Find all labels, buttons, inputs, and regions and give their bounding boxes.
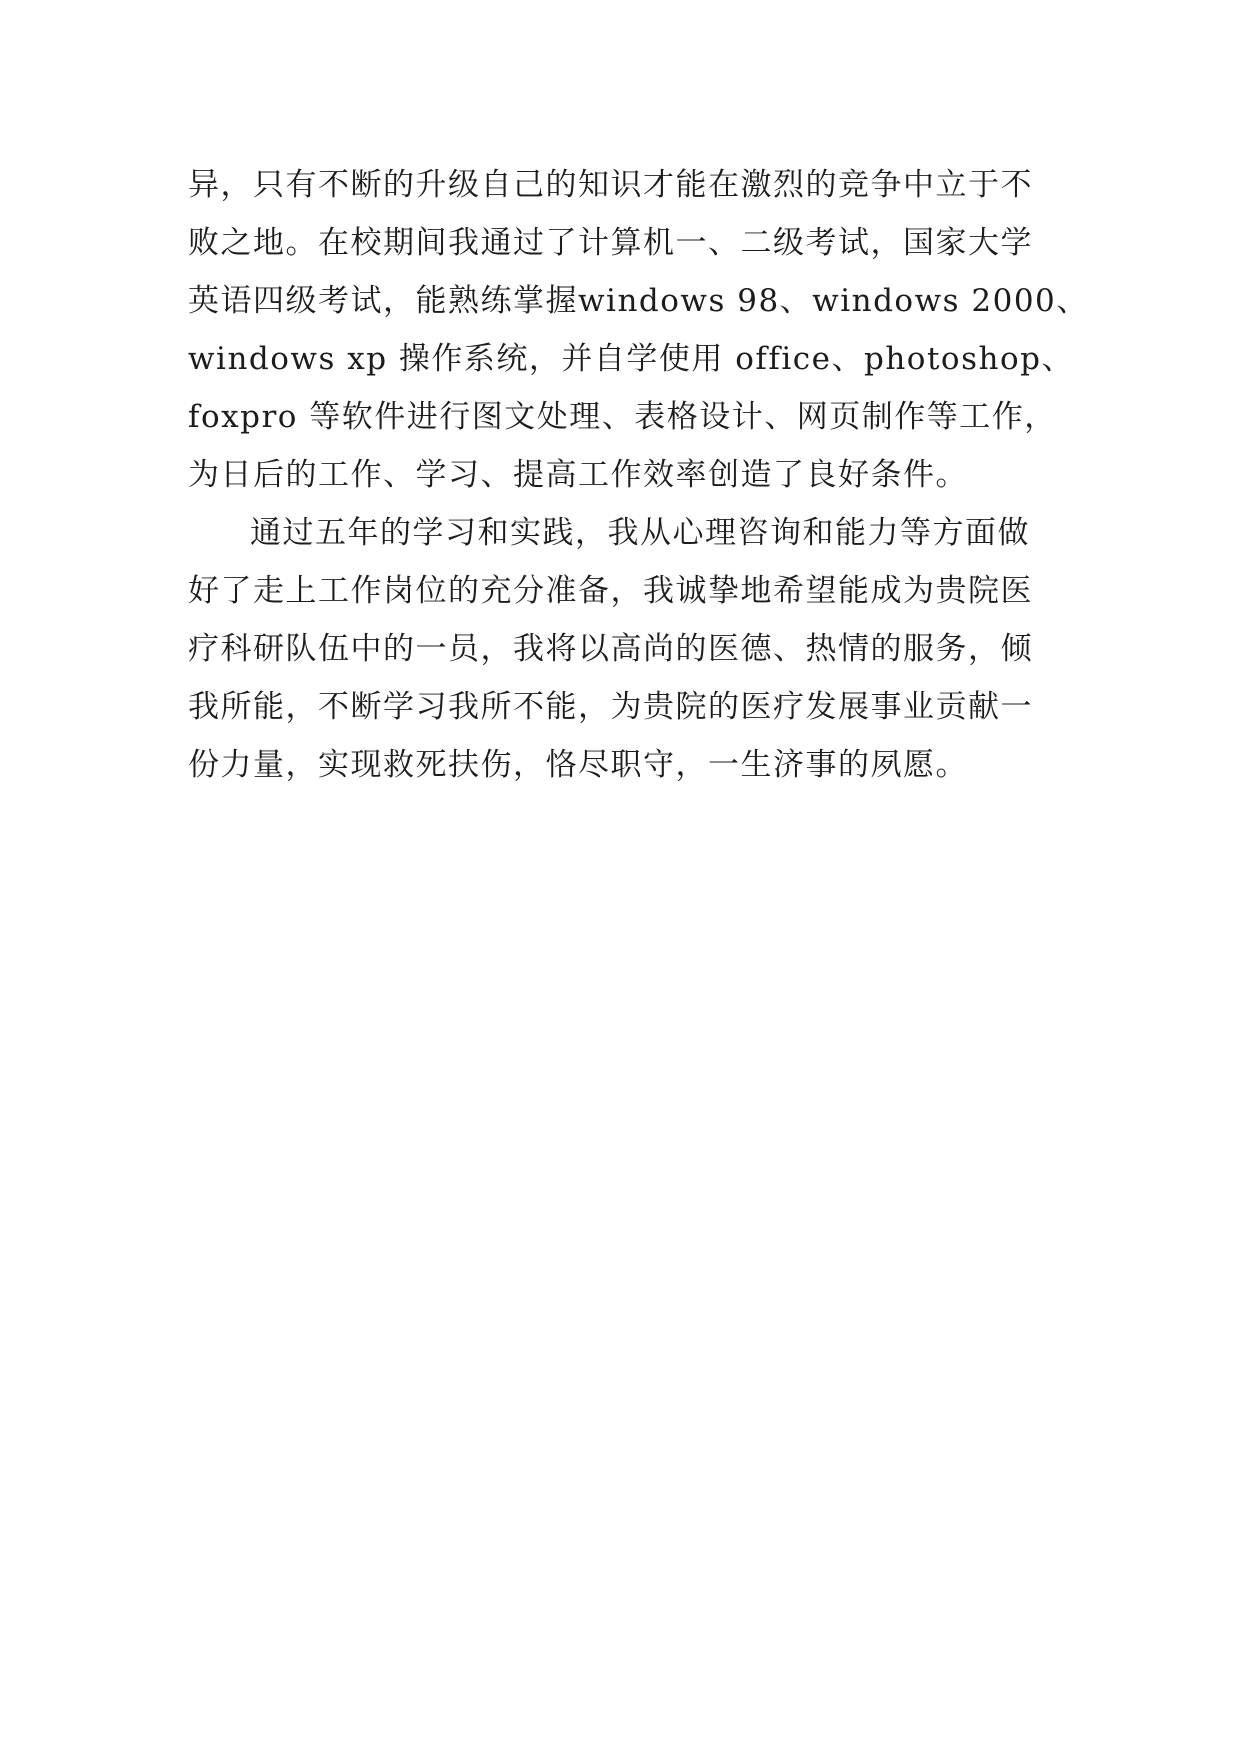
text-line: 为日后的工作、学习、提高工作效率创造了良好条件。 — [188, 457, 968, 493]
document-body — [188, 156, 1089, 794]
paragraph-2 — [188, 504, 1068, 794]
text-line: foxpro 等软件进行图文处理、表格设计、网页制作等工作， — [188, 399, 1057, 435]
paragraph-1 — [188, 156, 1089, 504]
text-line: 份力量，实现救死扶伤，恪尽职守，一生济事的夙愿。 — [188, 747, 968, 783]
text-line: 我所能，不断学习我所不能，为贵院的医疗发展事业贡献一 — [188, 689, 1033, 725]
text-line: 英语四级考试，能熟练掌握windows 98、windows 2000、 — [188, 283, 1089, 319]
text-line: 通过五年的学习和实践，我从心理咨询和能力等方面做 — [250, 515, 1030, 551]
text-line: windows xp 操作系统，并自学使用 office、photoshop、 — [188, 341, 1074, 377]
text-line: 好了走上工作岗位的充分准备，我诚挚地希望能成为贵院医 — [188, 573, 1033, 609]
text-line: 疗科研队伍中的一员，我将以高尚的医德、热情的服务，倾 — [188, 631, 1033, 667]
text-line: 败之地。在校期间我通过了计算机一、二级考试，国家大学 — [188, 225, 1033, 261]
text-line: 异，只有不断的升级自己的知识才能在激烈的竞争中立于不 — [188, 167, 1033, 203]
